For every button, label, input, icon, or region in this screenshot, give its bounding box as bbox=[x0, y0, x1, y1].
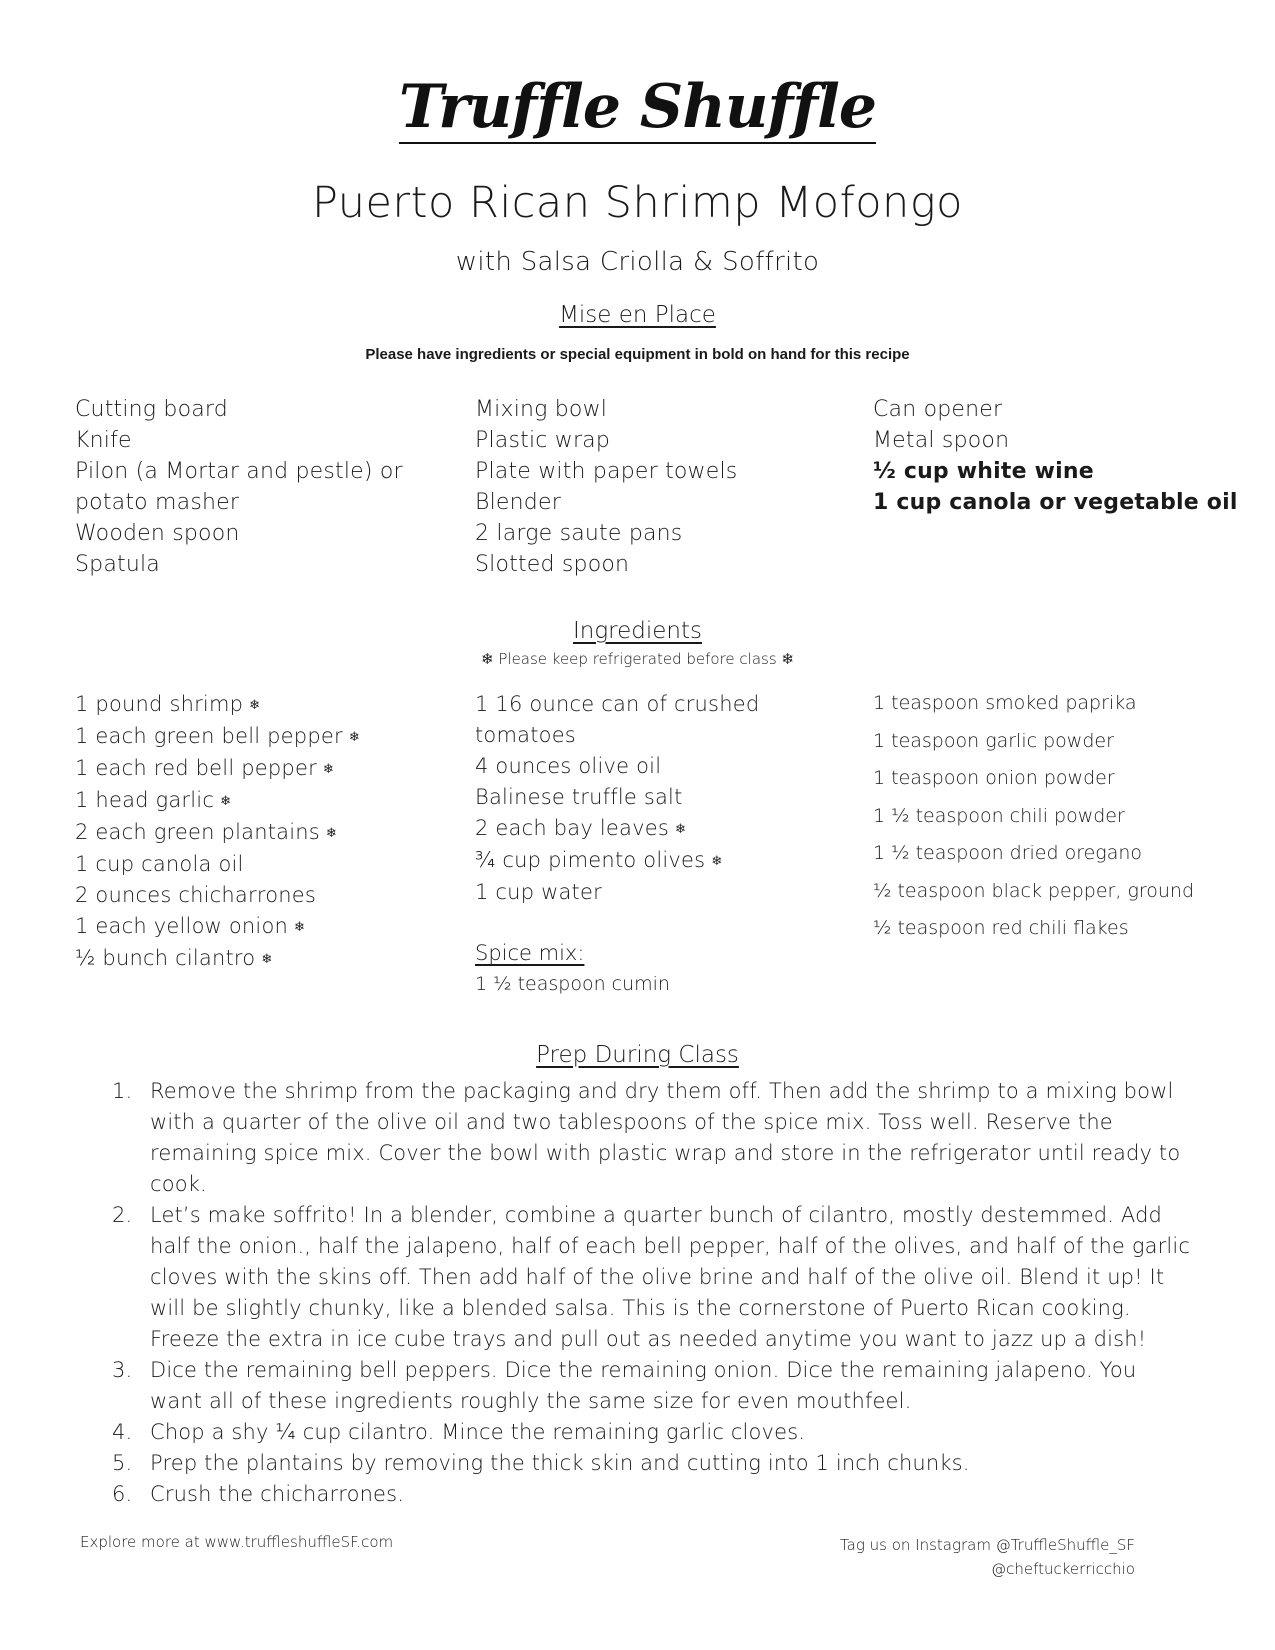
equipment-item: Spatula bbox=[75, 552, 160, 577]
snowflake-icon: ❄ bbox=[325, 826, 337, 841]
snowflake-icon: ❄ bbox=[261, 952, 273, 967]
ingredient-item: 1 each yellow onion ❄ bbox=[75, 914, 306, 938]
prep-heading: Prep During Class bbox=[536, 1042, 739, 1068]
snowflake-icon: ❄ bbox=[220, 794, 232, 809]
equipment-item: 2 large saute pans bbox=[475, 521, 683, 546]
ingredient-item: 2 each green plantains ❄ bbox=[75, 820, 337, 844]
spice-item: 1 ½ teaspoon dried oregano bbox=[873, 842, 1143, 864]
footer-social bbox=[840, 1533, 1135, 1581]
ingredients-heading: Ingredients bbox=[573, 618, 702, 644]
equipment-item: Wooden spoon bbox=[75, 521, 240, 546]
prep-step: 1. Remove the shrimp from the packaging and dry them off. Then add the shrimp to a mixing bowl with a quarter of the olive oil and two tablespoons of the spice mix. Toss well. Reserve the remaining spice mix. Cover the bowl with plastic wrap and store in the refrigerator until ready to cook. bbox=[112, 1079, 1181, 1196]
equipment-item-bold: 1 cup canola or vegetable oil bbox=[873, 490, 1238, 515]
equipment-item: Can opener bbox=[873, 397, 1003, 422]
equipment-item: Knife bbox=[75, 428, 132, 453]
prep-step: 3. Dice the remaining bell peppers. Dice the remaining onion. Dice the remaining jalapeno. You want all of these ingredients roughly the same size for even mouthfeel. bbox=[112, 1358, 1137, 1413]
mise-en-place-heading: Mise en Place bbox=[559, 302, 716, 328]
spice-item: ½ teaspoon black pepper, ground bbox=[873, 879, 1195, 902]
ingredient-item: 2 ounces chicharrones bbox=[75, 883, 317, 907]
equipment-item: Slotted spoon bbox=[475, 552, 630, 577]
ingredient-item: 1 pound shrimp ❄ bbox=[75, 692, 261, 716]
spice-item: 1 teaspoon smoked paprika bbox=[873, 692, 1137, 714]
ingredients-column-1 bbox=[75, 689, 360, 975]
ingredient-item: 1 each green bell pepper ❄ bbox=[75, 724, 360, 748]
recipe-subtitle: with Salsa Criolla & Soffrito bbox=[455, 247, 820, 277]
footer-instagram: Tag us on Instagram @TruffleShuffle_SF bbox=[839, 1536, 1135, 1554]
equipment-item: Metal spoon bbox=[873, 428, 1010, 453]
equipment-column-3 bbox=[873, 394, 1238, 518]
spice-item: 1 teaspoon onion powder bbox=[873, 767, 1115, 789]
prep-step: 5. Prep the plantains by removing the thick skin and cutting into 1 inch chunks. bbox=[112, 1451, 970, 1475]
spice-column bbox=[873, 685, 1194, 948]
brand-logo: Truffle Shuffle bbox=[398, 72, 877, 142]
snowflake-icon: ❄ bbox=[249, 698, 261, 713]
snowflake-icon: ❄ bbox=[294, 920, 306, 935]
ingredient-item: ½ bunch cilantro ❄ bbox=[75, 946, 273, 970]
snowflake-icon: ❄ bbox=[711, 854, 723, 869]
equipment-item: Plate with paper towels bbox=[475, 459, 738, 484]
ingredient-item: 1 head garlic ❄ bbox=[75, 788, 232, 812]
snowflake-icon: ❄ bbox=[348, 730, 360, 745]
snowflake-icon: ❄ bbox=[322, 762, 335, 777]
footer-website: Explore more at www.truffleshuffleSF.com bbox=[80, 1533, 394, 1551]
ingredient-item: 2 each bay leaves ❄ bbox=[475, 816, 687, 840]
equipment-item: Mixing bowl bbox=[475, 397, 608, 422]
equipment-column-2 bbox=[475, 394, 737, 580]
equipment-item: Blender bbox=[475, 490, 561, 515]
ingredient-item: 1 cup canola oil bbox=[75, 852, 244, 876]
spice-item: ½ teaspoon red chili flakes bbox=[873, 917, 1129, 939]
prep-step: 4. Chop a shy ¼ cup cilantro. Mince the remaining garlic cloves. bbox=[112, 1420, 806, 1444]
ingredient-item: 1 16 ounce can of crushed bbox=[475, 692, 760, 716]
equipment-item: Cutting board bbox=[75, 397, 228, 422]
spice-item: 1 ½ teaspoon chili powder bbox=[873, 804, 1125, 827]
refrigerate-note: ❄ Please keep refrigerated before class ❄ bbox=[481, 650, 794, 668]
spice-mix-label: Spice mix: bbox=[475, 941, 585, 965]
spice-item: 1 teaspoon garlic powder bbox=[873, 729, 1114, 752]
equipment-item: potato masher bbox=[75, 490, 240, 515]
mise-en-place-note: Please have ingredients or special equipment in bold on hand for this recipe bbox=[365, 346, 910, 363]
snowflake-icon: ❄ bbox=[674, 822, 687, 837]
ingredients-column-2 bbox=[475, 689, 759, 999]
spice-item: 1 ½ teaspoon cumin bbox=[475, 973, 670, 995]
ingredient-item: ¾ cup pimento olives ❄ bbox=[475, 848, 723, 872]
ingredient-item: 1 cup water bbox=[475, 880, 602, 904]
footer-chef-handle: @cheftuckerricchio bbox=[991, 1560, 1135, 1578]
prep-steps bbox=[104, 1076, 1194, 1510]
equipment-item: Plastic wrap bbox=[475, 428, 611, 453]
recipe-title: Puerto Rican Shrimp Mofongo bbox=[312, 178, 963, 228]
ingredient-item: 1 each red bell pepper ❄ bbox=[75, 756, 335, 780]
equipment-column-1 bbox=[75, 394, 403, 580]
prep-step: 2. Let’s make soffrito! In a blender, combine a quarter bunch of cilantro, mostly destemmed. Add half the onion., half the jalapeno, half of each bell pepper, half of the olives, and half of the garlic cloves with the skins off. Then add half of the olive brine and half of the olive oil. Blend it up! It will be slightly chunky, like a blended salsa. This is the cornerstone of Puerto Rican cooking. Freeze the extra in ice cube trays and pull out as needed anytime you want to jazz up a dish! bbox=[112, 1203, 1191, 1351]
equipment-item-bold: ½ cup white wine bbox=[873, 459, 1094, 484]
ingredient-item: Balinese truffle salt bbox=[475, 785, 683, 809]
equipment-item: Pilon (a Mortar and pestle) or bbox=[75, 459, 403, 484]
prep-step: 6. Crush the chicharrones. bbox=[112, 1482, 405, 1506]
ingredient-item: 4 ounces olive oil bbox=[475, 754, 662, 778]
ingredient-item: tomatoes bbox=[475, 723, 576, 747]
